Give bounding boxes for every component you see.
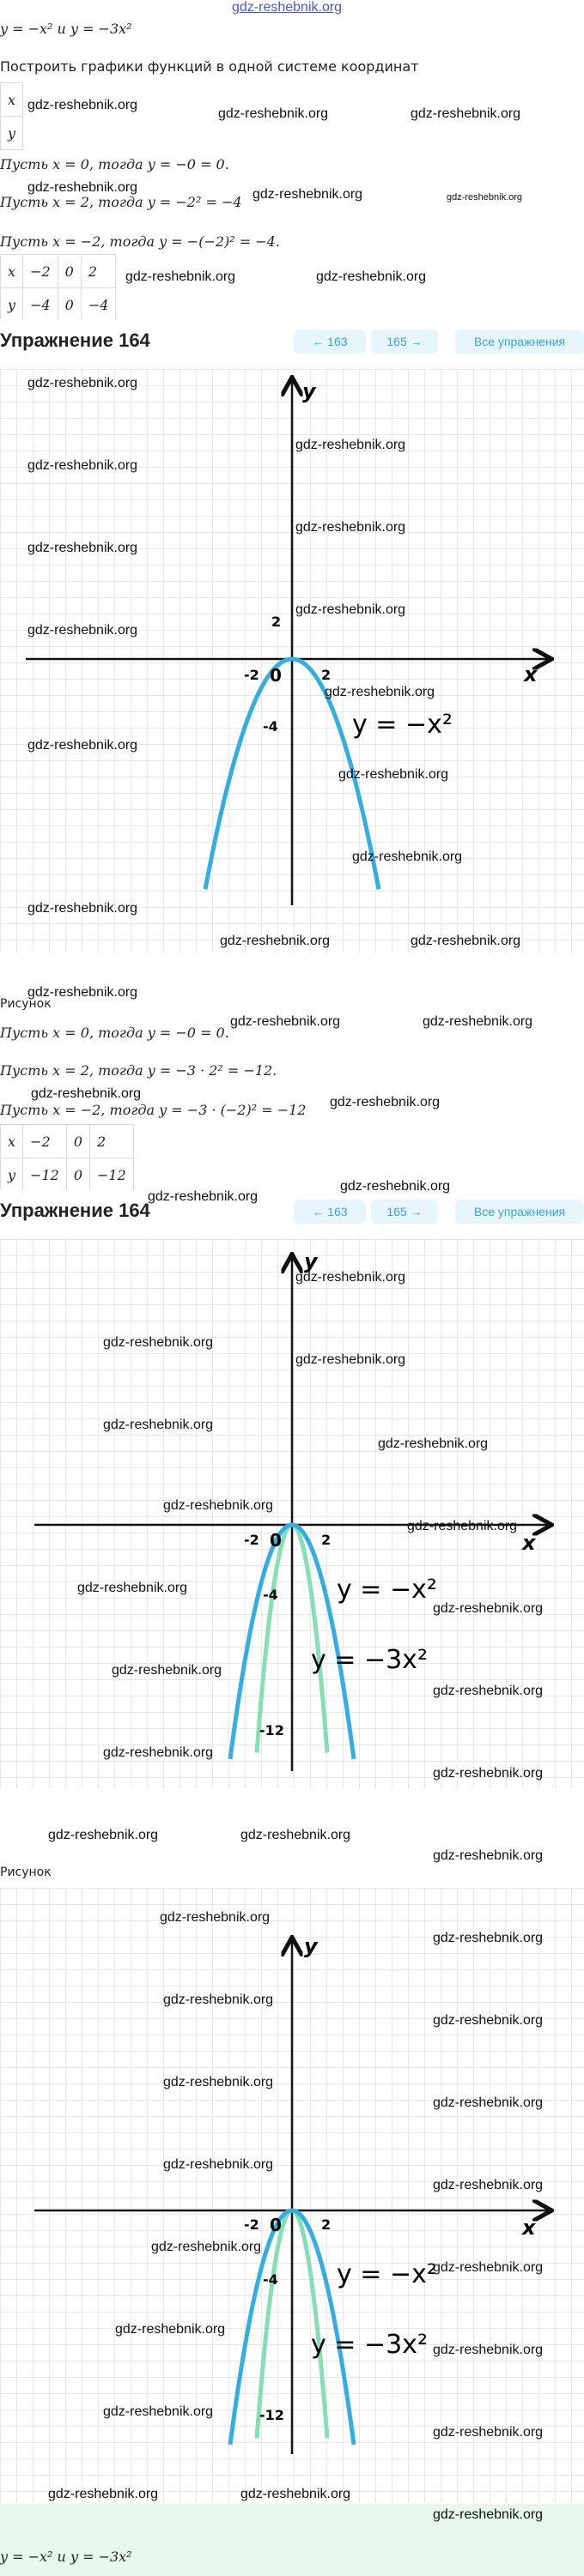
all-exercises-button[interactable]: Все упражнения (455, 330, 584, 354)
calc2-line3: Пусть x = −2, тогда y = −3 · (−2)² = −12 (0, 1102, 307, 1118)
table-cell: −2 (23, 1125, 67, 1158)
tick-label: -12 (259, 2407, 284, 2423)
y-axis-label: y (302, 379, 316, 403)
watermark: gdz-reshebnik.org (151, 2240, 262, 2254)
watermark: gdz-reshebnik.org (433, 2507, 544, 2522)
next-exercise-button[interactable]: 165 → (371, 1200, 438, 1224)
calc1-line1: Пусть x = 0, тогда y = −0 = 0. (0, 156, 229, 172)
tick-label: 2 (321, 1532, 332, 1548)
tick-label: 2 (321, 2216, 332, 2233)
watermark: gdz-reshebnik.org (103, 2404, 214, 2419)
table-cell: −12 (23, 1158, 67, 1192)
watermark: gdz-reshebnik.org (378, 1436, 489, 1451)
watermark: gdz-reshebnik.org (447, 192, 523, 203)
watermark: gdz-reshebnik.org (433, 2095, 544, 2110)
empty-value-table (0, 82, 106, 150)
table-cell: 2 (90, 1125, 134, 1158)
watermark: gdz-reshebnik.org (316, 269, 427, 284)
table-cell: −12 (90, 1158, 134, 1192)
watermark: gdz-reshebnik.org (240, 1828, 351, 1842)
table-y-label: y (1, 117, 23, 150)
watermark: gdz-reshebnik.org (338, 767, 449, 782)
watermark: gdz-reshebnik.org (220, 934, 331, 948)
watermark: gdz-reshebnik.org (163, 2157, 274, 2172)
watermark: gdz-reshebnik.org (295, 1352, 406, 1367)
site-logo[interactable]: gdz-reshebnik.org (232, 0, 343, 15)
watermark: gdz-reshebnik.org (433, 2260, 544, 2275)
watermark: gdz-reshebnik.org (77, 1581, 188, 1595)
table-x-label: x (1, 83, 23, 117)
graph-3-svg (0, 1888, 584, 2502)
graph-2-svg (0, 1239, 584, 1788)
watermark: gdz-reshebnik.org (352, 850, 463, 864)
watermark: gdz-reshebnik.org (330, 1095, 441, 1110)
watermark: gdz-reshebnik.org (433, 1601, 544, 1616)
tick-label: -4 (263, 1587, 278, 1603)
footer-problem-text: y = −x² и y = −3x² (0, 2549, 132, 2565)
figure-caption: Рисунок (0, 1865, 52, 1879)
table-cell: x (1, 1125, 23, 1158)
watermark: gdz-reshebnik.org (163, 2075, 274, 2089)
origin-label: 0 (270, 1530, 282, 1551)
watermark: gdz-reshebnik.org (325, 685, 435, 699)
prev-exercise-button[interactable]: ← 163 (294, 330, 366, 354)
watermark: gdz-reshebnik.org (148, 1189, 259, 1204)
watermark: gdz-reshebnik.org (252, 187, 363, 202)
calc1-line2: Пусть x = 2, тогда y = −2² = −4 (0, 194, 242, 210)
watermark: gdz-reshebnik.org (48, 1828, 159, 1842)
x-axis-label: x (522, 2216, 536, 2240)
watermark: gdz-reshebnik.org (27, 738, 138, 753)
graph-1 (0, 369, 584, 952)
table-cell: 0 (66, 1125, 89, 1158)
watermark: gdz-reshebnik.org (163, 1498, 274, 1513)
watermark: gdz-reshebnik.org (31, 1086, 142, 1101)
exercise-nav-bar (0, 319, 584, 369)
watermark: gdz-reshebnik.org (115, 2322, 226, 2337)
table-cell: 0 (58, 288, 81, 322)
watermark: gdz-reshebnik.org (433, 2425, 544, 2440)
origin-label: 0 (270, 2215, 282, 2235)
curve-label-f2: y = −3x² (311, 2330, 428, 2360)
watermark: gdz-reshebnik.org (103, 1418, 214, 1432)
watermark: gdz-reshebnik.org (411, 106, 521, 121)
watermark: gdz-reshebnik.org (160, 1910, 271, 1925)
table-cell: 0 (66, 1158, 89, 1192)
watermark: gdz-reshebnik.org (295, 602, 406, 617)
figure-caption: Рисунок (0, 997, 52, 1011)
watermark: gdz-reshebnik.org (411, 934, 521, 948)
calc2-line1: Пусть x = 0, тогда y = −0 = 0. (0, 1025, 229, 1041)
exercise-title: Упражнение 164 (0, 330, 150, 351)
exercise-title: Упражнение 164 (0, 1200, 150, 1221)
watermark: gdz-reshebnik.org (407, 1519, 518, 1533)
watermark: gdz-reshebnik.org (27, 458, 138, 473)
table-cell: x (1, 255, 23, 288)
curve-label-f1: y = −x² (337, 1575, 437, 1605)
y-axis-label: y (304, 1934, 318, 1958)
prev-exercise-button[interactable]: ← 163 (294, 1200, 366, 1224)
table-cell: −4 (81, 288, 116, 322)
watermark: gdz-reshebnik.org (433, 1848, 544, 1863)
watermark: gdz-reshebnik.org (433, 1931, 544, 1945)
tick-label: 2 (271, 614, 282, 630)
watermark: gdz-reshebnik.org (103, 1335, 214, 1350)
exercise-nav-bar (0, 1189, 584, 1239)
graph-3 (0, 1888, 584, 2502)
calc2-line2: Пусть x = 2, тогда y = −3 · 2² = −12. (0, 1062, 277, 1079)
watermark: gdz-reshebnik.org (433, 2013, 544, 2028)
watermark: gdz-reshebnik.org (295, 438, 406, 452)
watermark: gdz-reshebnik.org (340, 1179, 451, 1194)
calc1-line3: Пусть x = −2, тогда y = −(−2)² = −4. (0, 233, 280, 250)
y-axis-label: y (304, 1249, 318, 1273)
watermark: gdz-reshebnik.org (433, 2343, 544, 2357)
watermark: gdz-reshebnik.org (295, 1270, 406, 1285)
watermark: gdz-reshebnik.org (240, 2487, 351, 2501)
watermark: gdz-reshebnik.org (103, 1745, 214, 1760)
watermark: gdz-reshebnik.org (163, 1992, 274, 2007)
tick-label: -4 (263, 2271, 278, 2288)
watermark: gdz-reshebnik.org (433, 1766, 544, 1781)
tick-label: -2 (244, 1532, 259, 1548)
watermark: gdz-reshebnik.org (295, 520, 406, 535)
watermark: gdz-reshebnik.org (27, 180, 138, 195)
origin-label: 0 (270, 665, 282, 686)
watermark: gdz-reshebnik.org (27, 623, 138, 638)
watermark: gdz-reshebnik.org (48, 2487, 159, 2501)
graph-1-svg (0, 369, 584, 952)
problem-statement: y = −x² и y = −3x² (0, 21, 132, 37)
table-cell: y (1, 1158, 23, 1192)
watermark: gdz-reshebnik.org (125, 269, 236, 284)
table-cell: 0 (58, 255, 81, 288)
watermark: gdz-reshebnik.org (433, 1684, 544, 1698)
watermark: gdz-reshebnik.org (218, 106, 329, 121)
table-cell: y (1, 288, 23, 322)
value-table-1 (0, 254, 116, 322)
tick-label: 2 (321, 667, 332, 683)
watermark: gdz-reshebnik.org (27, 376, 138, 390)
watermark: gdz-reshebnik.org (230, 1014, 341, 1029)
tick-label: -12 (259, 1722, 284, 1738)
x-axis-label: x (524, 662, 538, 686)
task-text: Построить графики функций в одной системе координат (0, 58, 419, 75)
table-cell: −4 (23, 288, 58, 322)
next-exercise-button[interactable]: 165 → (371, 330, 438, 354)
table-cell: −2 (23, 255, 58, 288)
graph-2 (0, 1239, 584, 1788)
value-table-2 (0, 1124, 134, 1192)
table-cell: 2 (81, 255, 116, 288)
curve-label-f2: y = −3x² (311, 1645, 428, 1675)
all-exercises-button[interactable]: Все упражнения (455, 1200, 584, 1224)
tick-label: -2 (244, 667, 259, 683)
x-axis-label: x (522, 1531, 536, 1555)
watermark: gdz-reshebnik.org (423, 1014, 533, 1029)
watermark: gdz-reshebnik.org (27, 901, 138, 916)
watermark: gdz-reshebnik.org (433, 2178, 544, 2192)
watermark: gdz-reshebnik.org (27, 541, 138, 555)
tick-label: -2 (244, 2216, 259, 2233)
watermark: gdz-reshebnik.org (27, 985, 138, 1000)
curve-label-f1: y = −x² (352, 710, 453, 740)
watermark: gdz-reshebnik.org (112, 1663, 222, 1678)
curve-label-f1: y = −x² (337, 2259, 437, 2289)
tick-label: -4 (263, 718, 278, 735)
watermark: gdz-reshebnik.org (27, 98, 138, 112)
